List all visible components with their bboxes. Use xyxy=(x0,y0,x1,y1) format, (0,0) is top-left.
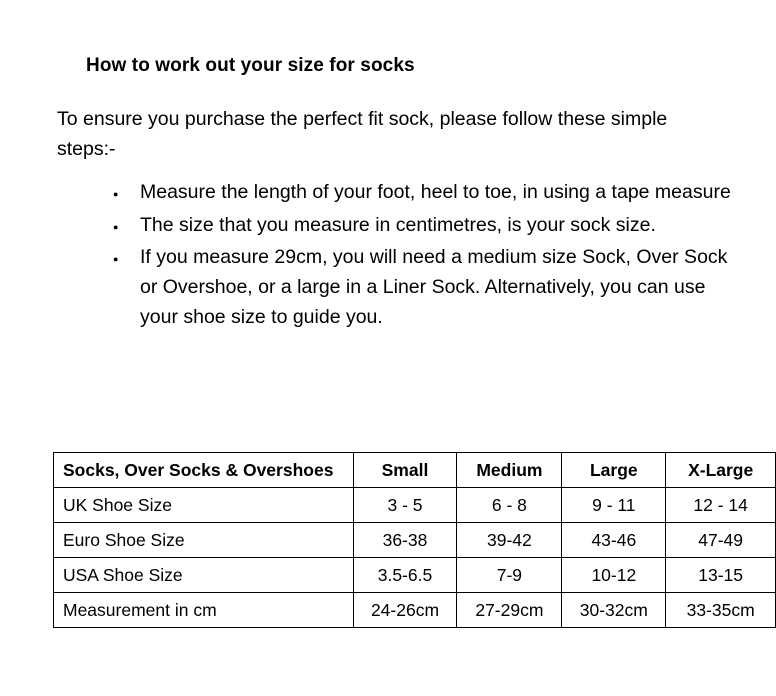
cell-value: 10-12 xyxy=(562,558,666,593)
cell-value: 27-29cm xyxy=(457,593,562,628)
page-title: How to work out your size for socks xyxy=(86,55,415,76)
cell-value: 24-26cm xyxy=(353,593,457,628)
list-item: ● The size that you measure in centimetres, is your sock size. xyxy=(111,211,731,241)
column-header-category: Socks, Over Socks & Overshoes xyxy=(54,453,354,488)
cell-value: 47-49 xyxy=(666,523,776,558)
cell-value: 30-32cm xyxy=(562,593,666,628)
table-row xyxy=(54,488,776,523)
list-item: ● Measure the length of your foot, heel to toe, in using a tape measure xyxy=(111,178,731,208)
row-label: Euro Shoe Size xyxy=(54,523,354,558)
column-header-small: Small xyxy=(353,453,457,488)
column-header-large: Large xyxy=(562,453,666,488)
cell-value: 6 - 8 xyxy=(457,488,562,523)
column-header-xlarge: X-Large xyxy=(666,453,776,488)
cell-value: 39-42 xyxy=(457,523,562,558)
column-header-medium: Medium xyxy=(457,453,562,488)
cell-value: 36-38 xyxy=(353,523,457,558)
row-label: Measurement in cm xyxy=(54,593,354,628)
table-row xyxy=(54,523,776,558)
cell-value: 3.5-6.5 xyxy=(353,558,457,593)
table-row xyxy=(54,558,776,593)
cell-value: 12 - 14 xyxy=(666,488,776,523)
steps-list xyxy=(111,178,731,335)
cell-value: 7-9 xyxy=(457,558,562,593)
table-row xyxy=(54,593,776,628)
cell-value: 13-15 xyxy=(666,558,776,593)
cell-value: 43-46 xyxy=(562,523,666,558)
list-item: ● If you measure 29cm, you will need a medium size Sock, Over Sock or Overshoe, or a large in a Liner Sock. Alternatively, you can use your shoe size to guide you. xyxy=(111,243,731,332)
cell-value: 3 - 5 xyxy=(353,488,457,523)
intro-paragraph: To ensure you purchase the perfect fit sock, please follow these simple steps:- xyxy=(57,108,668,160)
row-label: UK Shoe Size xyxy=(54,488,354,523)
cell-value: 9 - 11 xyxy=(562,488,666,523)
size-chart-table xyxy=(53,452,776,628)
row-label: USA Shoe Size xyxy=(54,558,354,593)
table-header-row xyxy=(54,453,776,488)
cell-value: 33-35cm xyxy=(666,593,776,628)
